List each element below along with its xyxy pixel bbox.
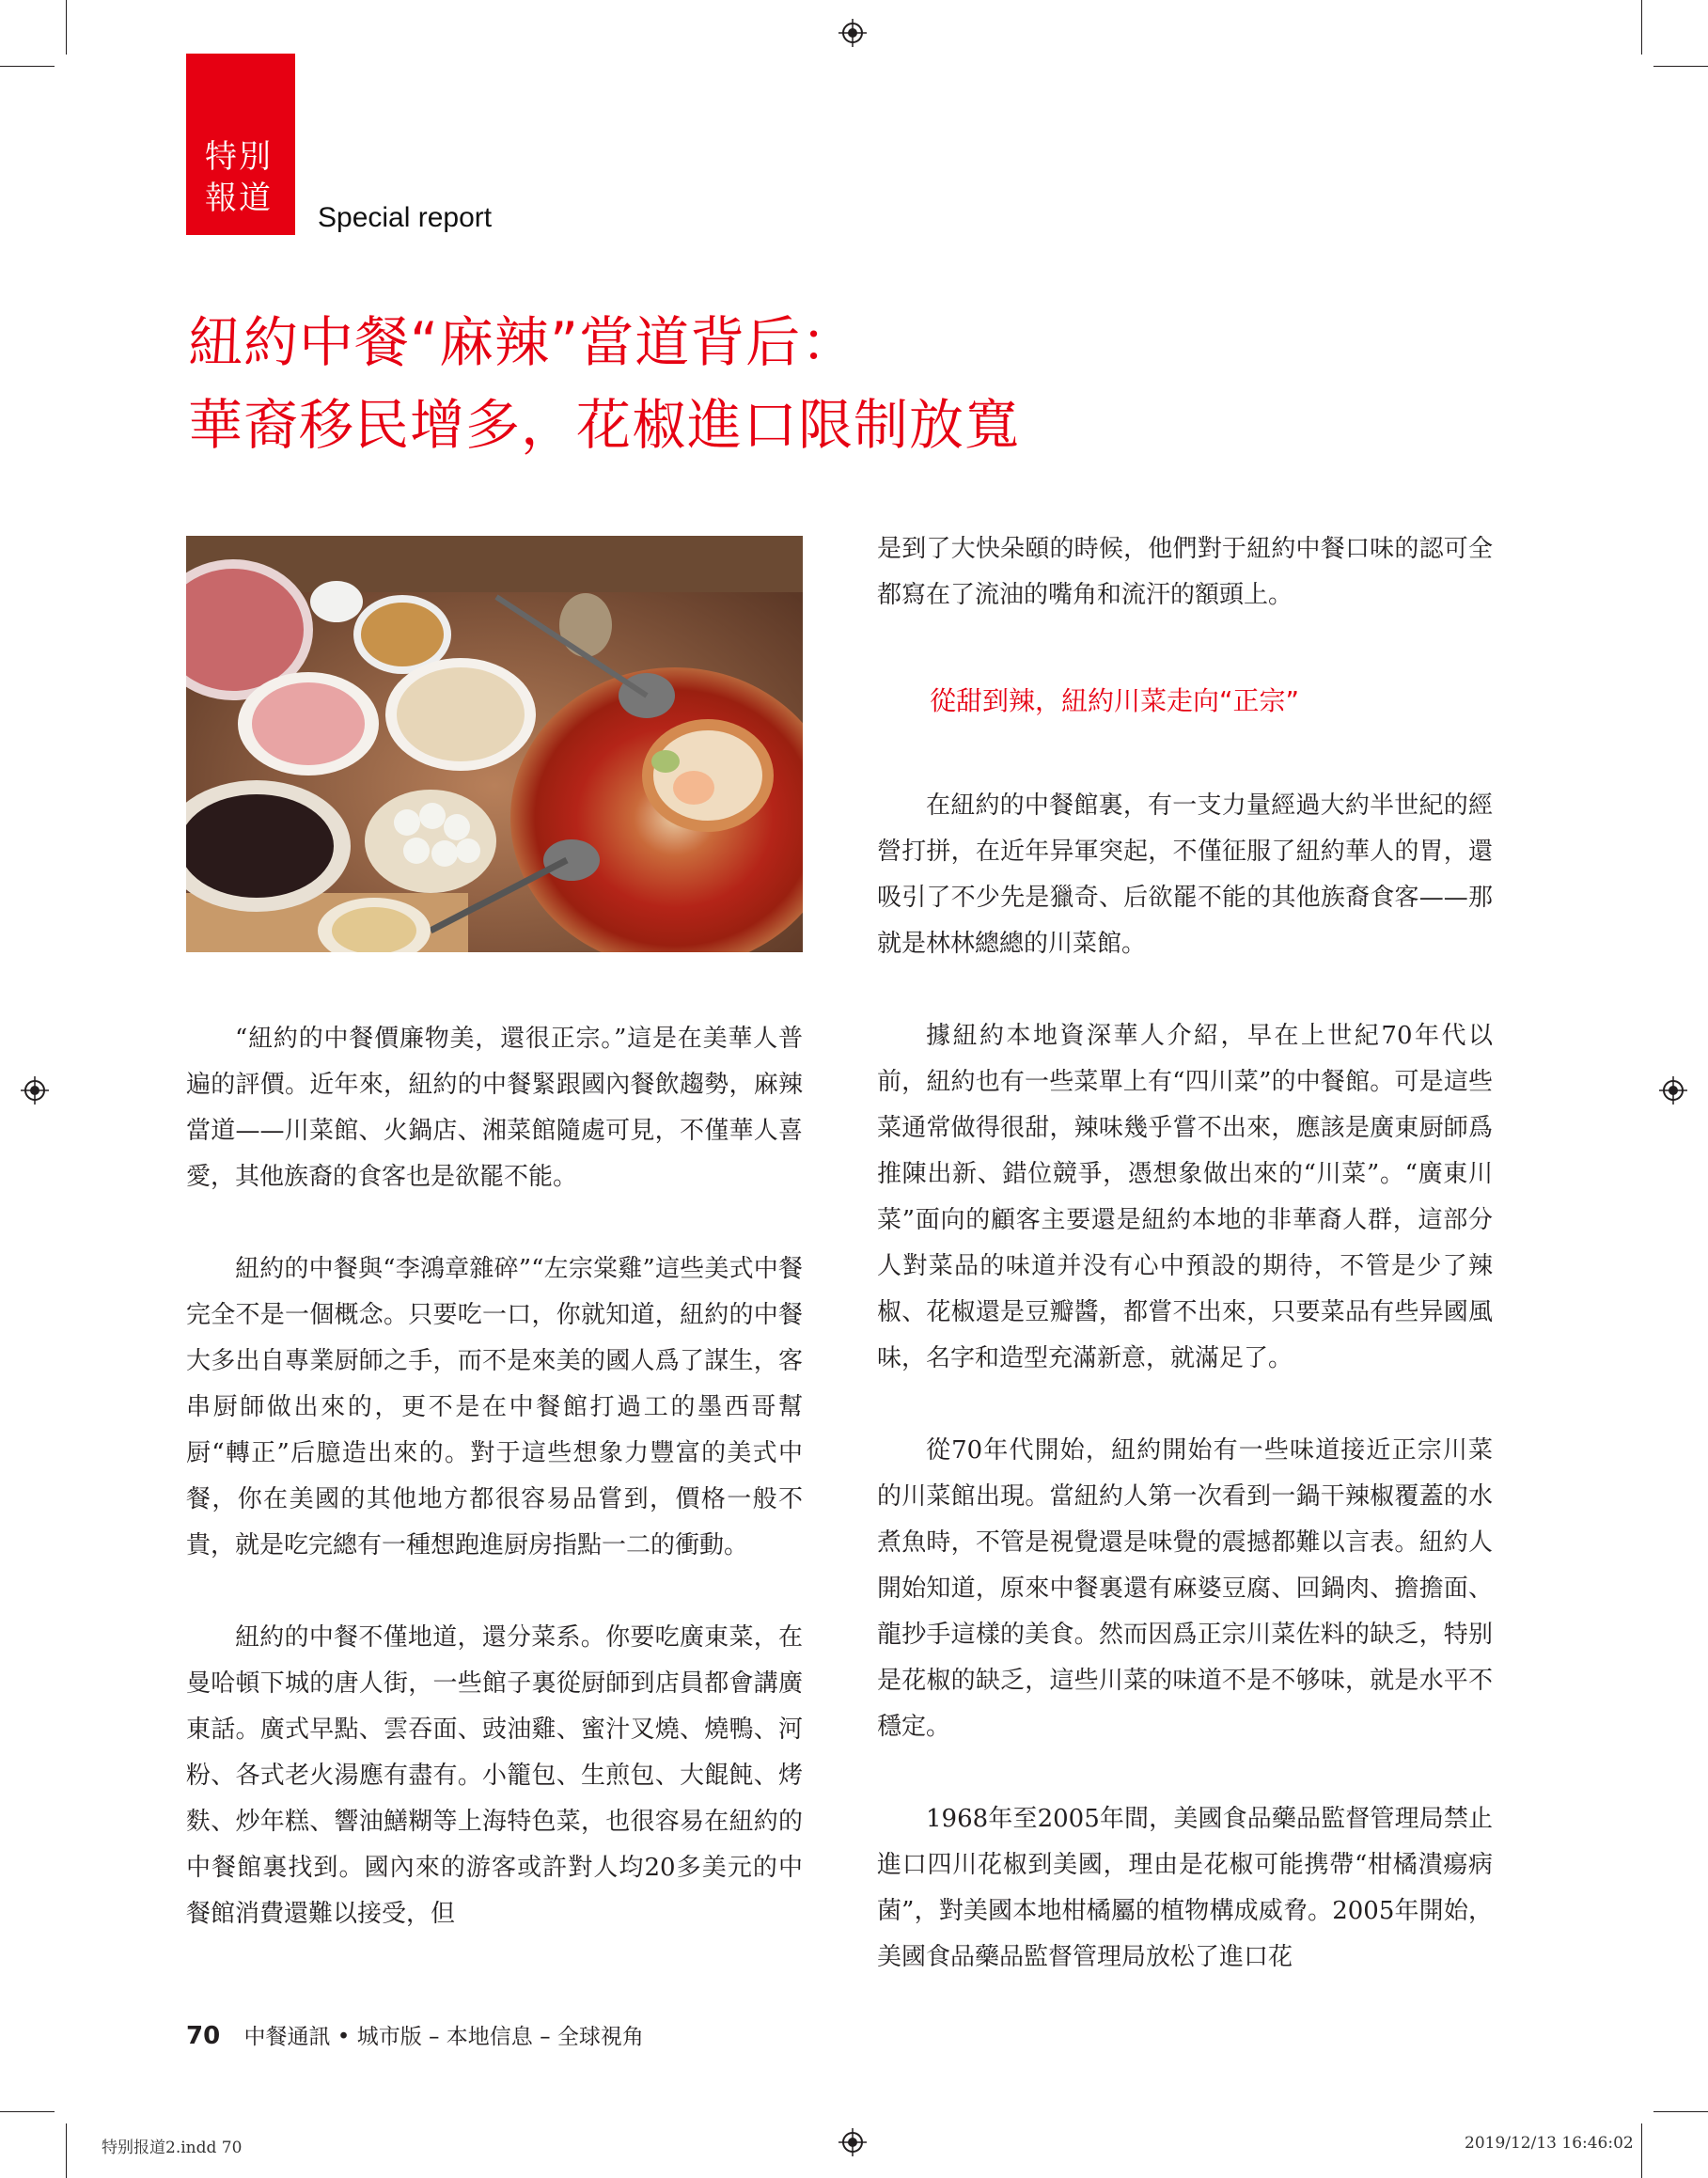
crop-mark: [0, 66, 55, 67]
section-tag-line1: 特別: [205, 138, 273, 176]
crop-mark: [66, 0, 67, 55]
crop-mark: [0, 2111, 55, 2112]
paragraph: 紐約的中餐不僅地道，還分菜系。你要吃廣東菜，在曼哈頓下城的唐人街，一些館子裏從厨師到店員都會講廣東話。廣式早點、雲吞面、豉油雞、蜜汁叉燒、燒鴨、河粉、各式老火湯應有盡有。小籠包、生煎包、大餛飩、烤麩、炒年糕、響油鱔糊等上海特色菜，也很容易在紐約的中餐館裏找到。國內來的游客或許對人均20多美元的中餐館消費還難以接受，但: [186, 1623, 803, 1928]
section-label-en: Special report: [318, 202, 493, 233]
paragraph: 在紐約的中餐館裏，有一支力量經過大約半世紀的經營打拼，在近年异軍突起，不僅征服了紐約華人的胃，還吸引了不少先是獵奇、后欲罷不能的其他族裔食客——那就是林林總總的川菜館。: [877, 791, 1493, 958]
registration-mark-icon: [838, 19, 867, 47]
registration-mark-icon: [838, 2128, 867, 2156]
slug-timestamp: 2019/12/13 16:46:02: [1465, 2134, 1634, 2153]
section-tag: [186, 54, 295, 235]
slug-file-info: 特别报道2.indd 70: [102, 2139, 243, 2157]
article-title-line2: 華裔移民增多，花椒進口限制放寬: [188, 393, 1021, 457]
paragraph: 是到了大快朵頤的時候，他們對于紐約中餐口味的認可全都寫在了流油的嘴角和流汗的額頭上。: [877, 535, 1493, 609]
left-column: [186, 1016, 803, 1937]
article-title-line1: 紐約中餐“麻辣”當道背后：: [188, 310, 857, 374]
paragraph: 紐約的中餐與“李鴻章雜碎”“左宗棠雞”這些美式中餐完全不是一個概念。只要吃一口，你就知道，紐約的中餐大多出自專業厨師之手，而不是來美的國人爲了謀生，客串厨師做出來的，更不是在中餐館打過工的墨西哥幫厨“轉正”后臆造出來的。對于這些想象力豐富的美式中餐，你在美國的其他地方都很容易品嘗到，價格一般不貴，就是吃完總有一種想跑進厨房指點一二的衝動。: [186, 1255, 803, 1559]
paragraph: “紐約的中餐價廉物美，還很正宗。”這是在美華人普遍的評價。近年來，紐約的中餐緊跟國內餐飲趨勢，麻辣當道——川菜館、火鍋店、湘菜館隨處可見，不僅華人喜愛，其他族裔的食客也是欲罷不能。: [186, 1025, 803, 1191]
paragraph: 1968年至2005年間，美國食品藥品監督管理局禁止進口四川花椒到美國，理由是花椒可能携帶“柑橘潰瘍病菌”，對美國本地柑橘屬的植物構成威脅。2005年開始，美國食品藥品監督管理局放松了進口花: [877, 1805, 1493, 1971]
hotpot-photo-illustration: [186, 536, 803, 952]
page-number: 70: [186, 2022, 221, 2050]
publication-name: 中餐通訊 • 城市版 – 本地信息 – 全球視角: [243, 2025, 644, 2049]
article-title: [188, 301, 1020, 466]
page-footer: [186, 2019, 644, 2050]
crop-mark: [1653, 2111, 1708, 2112]
crop-mark: [1641, 0, 1642, 55]
subheading: 從甜到辣，紐約川菜走向“正宗”: [930, 685, 1300, 716]
paragraph: 從70年代開始，紐約開始有一些味道接近正宗川菜的川菜館出現。當紐約人第一次看到一鍋干辣椒覆蓋的水煮魚時，不管是視覺還是味覺的震撼都難以言表。紐約人開始知道，原來中餐裏還有麻婆豆腐、回鍋肉、擔擔面、龍抄手這樣的美食。然而因爲正宗川菜佐料的缺乏，特别是花椒的缺乏，這些川菜的味道不是不够味，就是水平不穩定。: [877, 1436, 1493, 1741]
section-tag-label: [205, 136, 273, 219]
registration-mark-icon: [1659, 1076, 1687, 1105]
right-column: [877, 526, 1493, 1981]
article-photo: [186, 536, 803, 952]
crop-mark: [66, 2123, 67, 2178]
crop-mark: [1641, 2123, 1642, 2178]
crop-mark: [1653, 66, 1708, 67]
paragraph: 據紐約本地資深華人介紹，早在上世紀70年代以前，紐約也有一些菜單上有“四川菜”的中餐館。可是這些菜通常做得很甜，辣味幾乎嘗不出來，應該是廣東厨師爲推陳出新、錯位競爭，憑想象做出來的“川菜”。“廣東川菜”面向的顧客主要還是紐約本地的非華裔人群，這部分人對菜品的味道并没有心中預設的期待，不管是少了辣椒、花椒還是豆瓣醬，都嘗不出來，只要菜品有些异國風味，名字和造型充滿新意，就滿足了。: [877, 1022, 1493, 1372]
registration-mark-icon: [21, 1076, 49, 1105]
section-tag-line2: 報道: [205, 180, 273, 217]
